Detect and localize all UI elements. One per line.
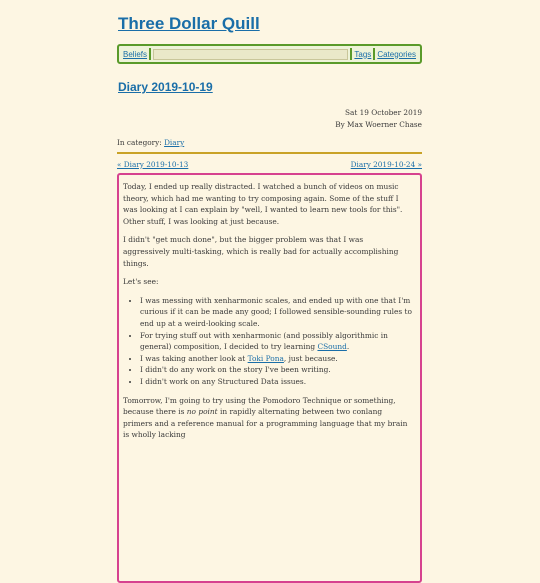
nav-categories-link[interactable]: Categories: [377, 49, 416, 59]
site-title-link[interactable]: Three Dollar Quill: [118, 14, 260, 33]
activity-list: [123, 295, 412, 388]
list-item: • I was messing with xenharmonic scales, and ended up with one that I'm curious if it can be made any good; I followed sensible-sounding rules to end up at a weird-looking scale.: [140, 295, 412, 330]
paragraph-text: Tomorrow, I'm going to try using the Pomodoro Technique or something, because there is: [123, 395, 396, 417]
list-item: • I didn't do any work on the story I've been writing.: [140, 364, 412, 376]
paragraph-text: in rapidly alternating between two conlang primers and a reference manual for a programming language that my brain is wholly lacking: [123, 407, 408, 440]
page-container: [117, 0, 422, 583]
prev-post-link[interactable]: « Diary 2019-10-13: [117, 160, 189, 169]
emphasis-text: no point: [186, 407, 218, 417]
nav-tags-link[interactable]: Tags: [354, 49, 372, 59]
post-content: [117, 173, 422, 583]
category-link[interactable]: Diary: [164, 138, 185, 147]
post-author: By Max Woerner Chase: [335, 120, 422, 129]
divider-rule: [117, 152, 422, 154]
post-meta: [117, 107, 422, 131]
next-post-link[interactable]: Diary 2019-10-24 »: [350, 160, 422, 169]
list-item-text: .: [346, 342, 350, 352]
post-pager: [117, 160, 422, 169]
list-item-text: I was taking another look at: [140, 353, 248, 363]
list-item: [140, 353, 412, 365]
category-label: In category:: [117, 138, 162, 147]
csound-link[interactable]: CSound: [317, 342, 347, 352]
body-paragraph: I didn't "get much done", but the bigger problem was that I was aggressively multi-tasking, which is really bad for actually accomplishing things.: [123, 235, 399, 268]
body-paragraph: [123, 395, 412, 441]
list-item-text: , just because.: [283, 353, 338, 363]
body-paragraph: Let's see:: [123, 277, 159, 287]
list-item: [140, 330, 412, 353]
nav-divider: [149, 48, 151, 60]
toki-pona-link[interactable]: Toki Pona: [247, 353, 284, 363]
post-title-link[interactable]: Diary 2019-10-19: [118, 80, 213, 94]
list-item: • I didn't work on any Structured Data issues.: [140, 376, 412, 388]
list-item-text: For trying stuff out with xenharmonic (and possibly algorithmic in general) composition, I decided to try learning: [140, 330, 388, 352]
nav-bar: [117, 44, 422, 64]
nav-beliefs-link[interactable]: Beliefs: [123, 49, 148, 59]
body-paragraph: Today, I ended up really distracted. I watched a bunch of videos on music theory, which had me wanting to try composing again. Some of the stuff I was looking at I can explain by "well, I wanted to learn new tools for this". Other stuff, I was looking at just because.: [123, 182, 403, 226]
post-date: Sat 19 October 2019: [345, 108, 422, 117]
nav-spacer: [153, 49, 348, 60]
post-category: [117, 138, 422, 147]
